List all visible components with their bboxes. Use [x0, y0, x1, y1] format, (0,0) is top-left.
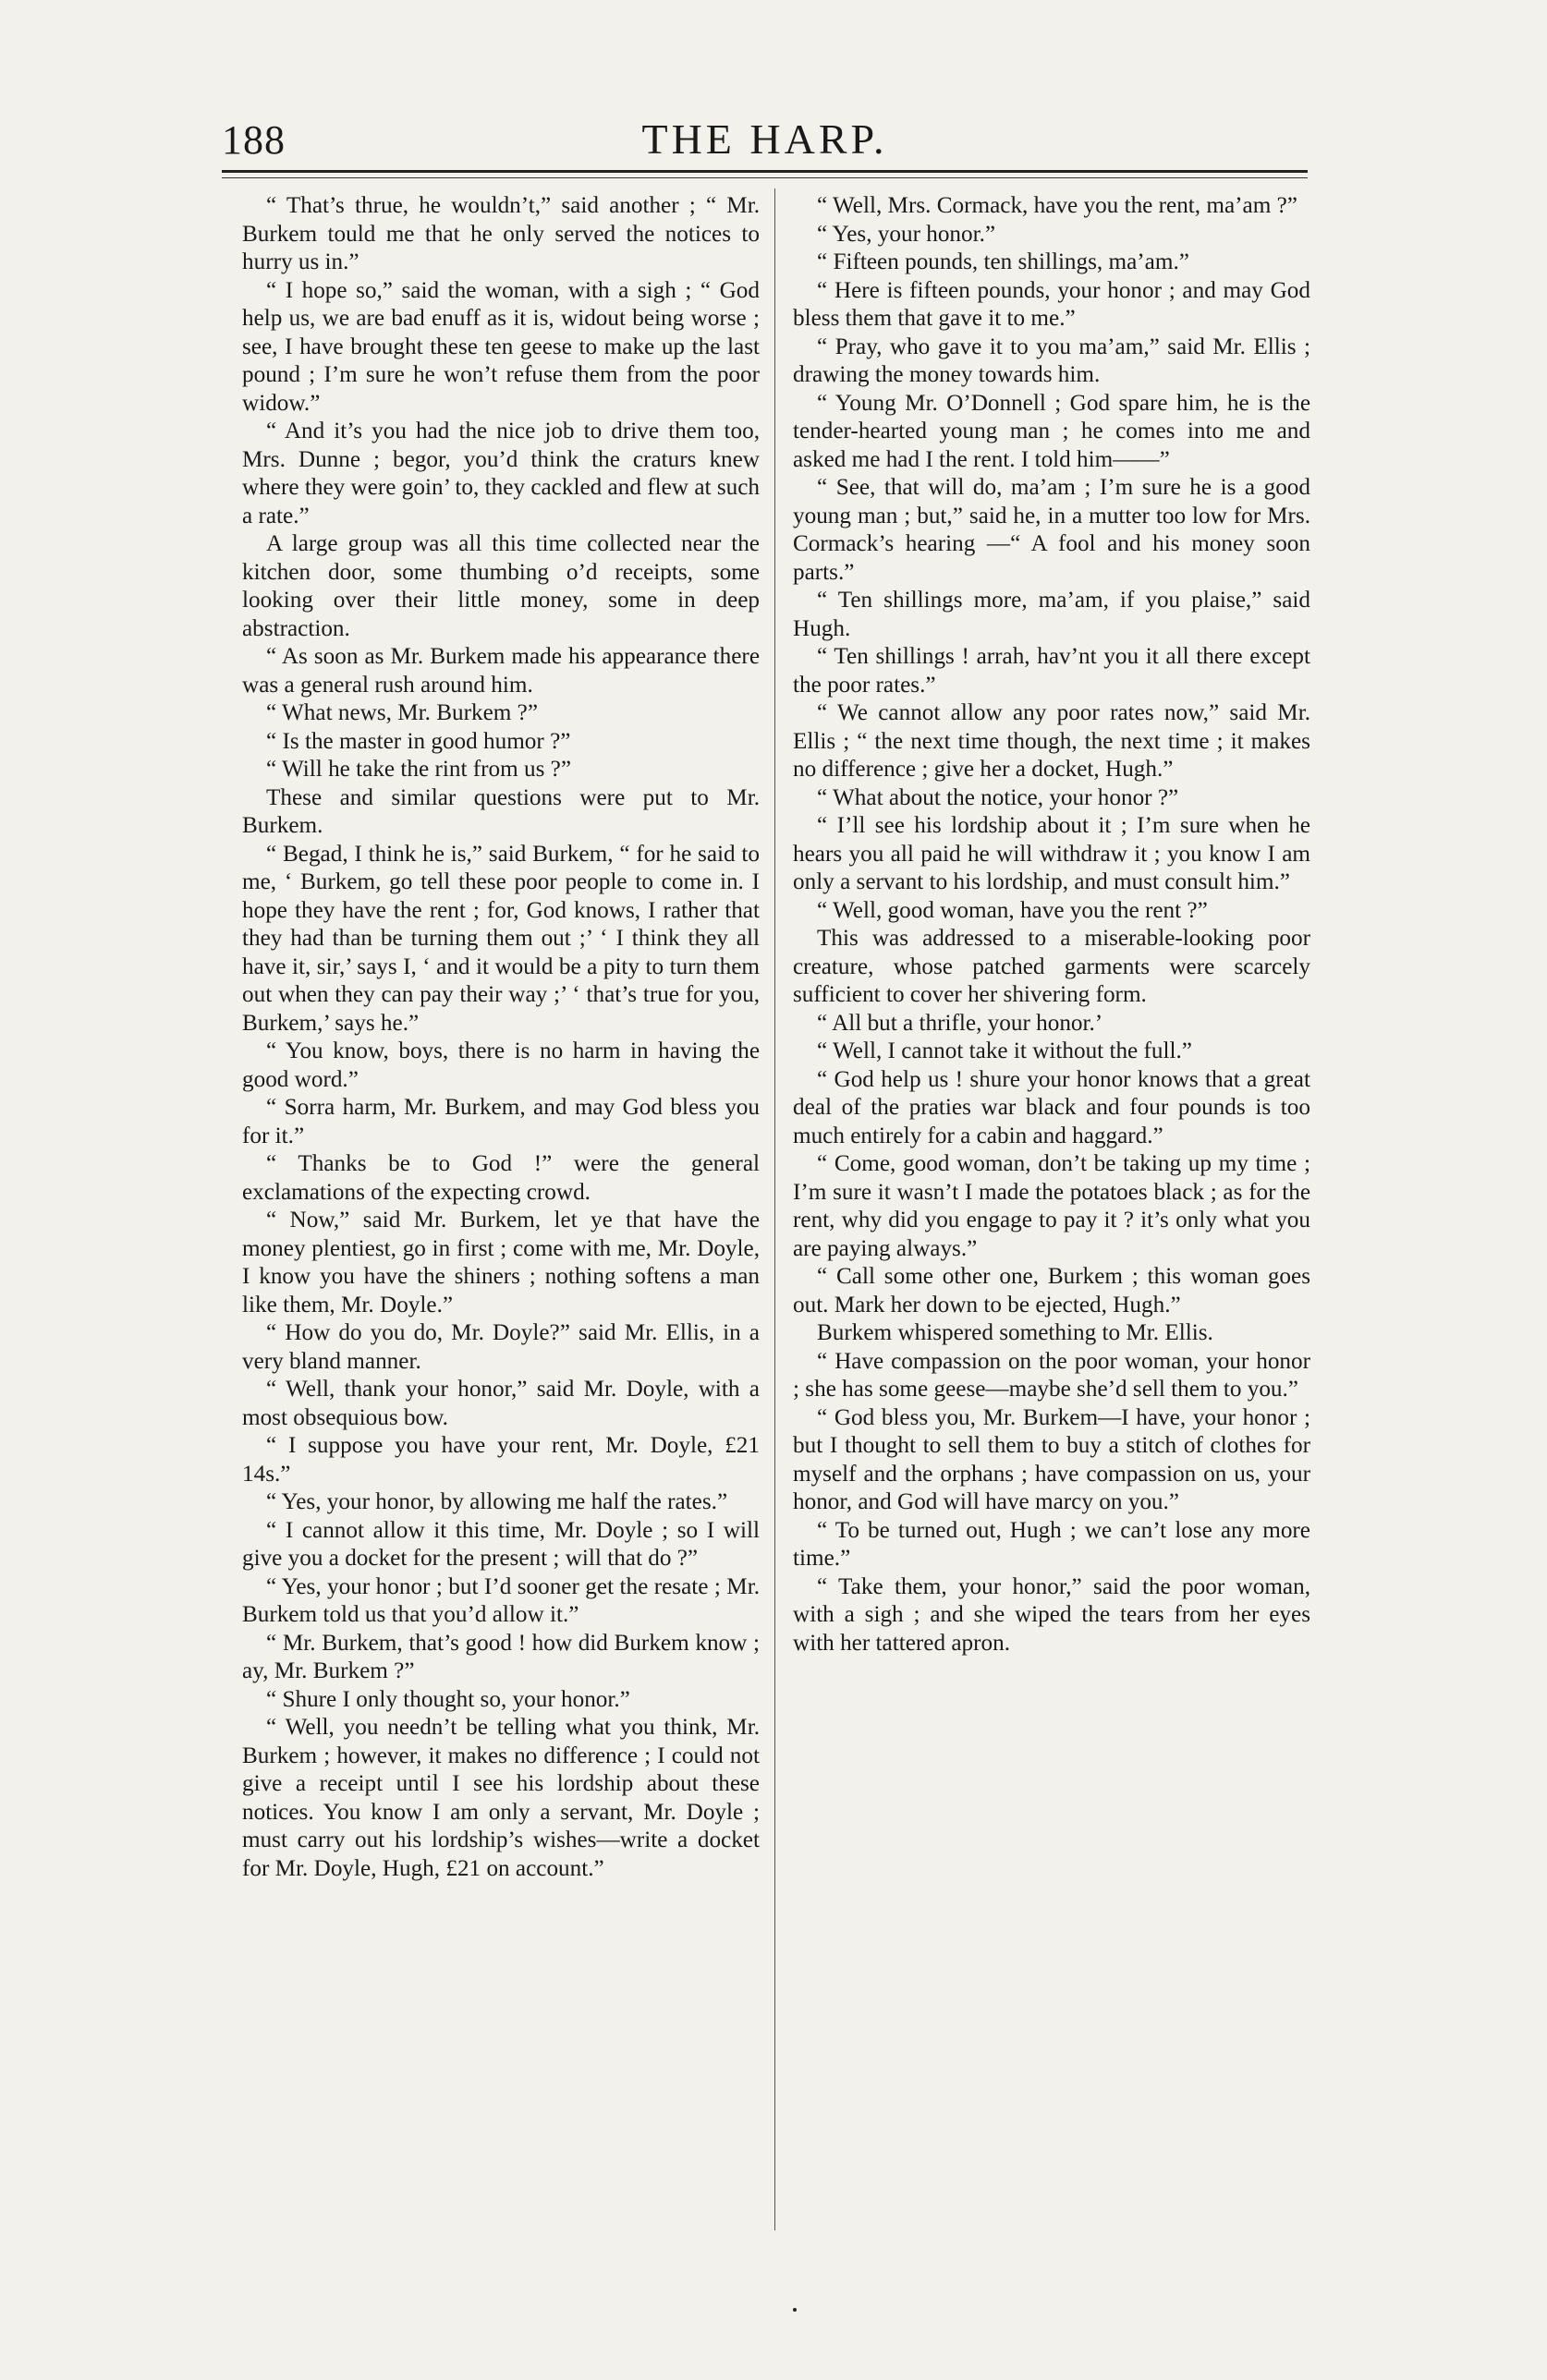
paragraph: “ That’s thrue, he wouldn’t,” said another ; “ Mr. Burkem tould me that he only served the notices to hurry us in.” — [242, 193, 760, 274]
paragraph: “ Thanks be to God !” were the general exclamations of the expecting crowd. — [242, 1151, 760, 1205]
paragraph: “ Fifteen pounds, ten shillings, ma’am.” — [817, 249, 1189, 274]
paragraph: “ God bless you, Mr. Burkem—I have, your honor ; but I thought to sell them to buy a stitch of clothes for myself and the orphans ; have compassion on us, your honor, and God will have marcy on you.” — [793, 1404, 1310, 1514]
paragraph: “ Will he take the rint from us ?” — [266, 757, 572, 782]
paragraph: “ See, that will do, ma’am ; I’m sure he is a good young man ; but,” said he, in a mutter too low for Mrs. Cormack’s hearing —“ A fool and his money soon parts.” — [793, 475, 1310, 585]
page-header — [222, 109, 1308, 164]
paragraph: “ Well, you needn’t be telling what you think, Mr. Burkem ; however, it makes no difference ; I could not give a receipt until I see his lordship about these notices. You know I am only a servant, Mr. Doyle ; must carry out his lordship’s wishes—write a docket for Mr. Doyle, Hugh, £21 on account.” — [242, 1715, 760, 1881]
paragraph: “ Shure I only thought so, your honor.” — [266, 1686, 630, 1712]
paragraph: “ How do you do, Mr. Doyle?” said Mr. Ellis, in a very bland manner. — [242, 1320, 760, 1374]
header-rule-thick — [222, 170, 1308, 173]
paragraph: “ All but a thrifle, your honor.’ — [817, 1010, 1103, 1036]
paragraph: “ Take them, your honor,” said the poor woman, with a sigh ; and she wiped the tears from her eyes with her tattered apron. — [793, 1573, 1310, 1656]
paragraph: “ Well, Mrs. Cormack, have you the rent, ma’am ?” — [817, 193, 1297, 218]
paragraph: “ I cannot allow it this time, Mr. Doyle ; so I will give you a docket for the present ; will that do ?” — [242, 1517, 760, 1571]
paragraph: “ Here is fifteen pounds, your honor ; and may God bless them that gave it to me.” — [793, 277, 1310, 331]
paragraph: “ As soon as Mr. Burkem made his appearance there was a general rush around him. — [242, 644, 760, 698]
paragraph: “ To be turned out, Hugh ; we can’t lose any more time.” — [793, 1517, 1310, 1571]
paragraph: “ And it’s you had the nice job to drive them too, Mrs. Dunne ; begor, you’d think the craturs knew where they were goin’ to, they cackled and flew at such a rate.” — [242, 419, 760, 528]
page-number: 188 — [222, 117, 286, 163]
paragraph: “ Young Mr. O’Donnell ; God spare him, he is the tender-hearted young man ; he comes into me and asked me had I the rent. I told him——” — [793, 390, 1310, 472]
paragraph: “ God help us ! shure your honor knows that a great deal of the praties war black and four pounds is too much entirely for a cabin and haggard.” — [793, 1066, 1310, 1148]
paragraph: “ Yes, your honor ; but I’d sooner get the resate ; Mr. Burkem told us that you’d allow it.” — [242, 1573, 760, 1627]
paragraph: “ Yes, your honor.” — [817, 221, 996, 247]
header-rule-thin — [222, 177, 1308, 178]
paragraph: “ Begad, I think he is,” said Burkem, “ for he said to me, ‘ Burkem, go tell these poor people to come in. I hope they have the rent ; for, God knows, I rather that they had than be turning them out ;’ ‘ I think they all have it, sir,’ says I, ‘ and it would be a pity to turn them out when they can pay their way ;’ ‘ that’s true for you, Burkem,’ says he.” — [242, 841, 760, 1036]
paragraph: A large group was all this time collected near the kitchen door, some thumbing o’d receipts, some looking over their little money, some in deep abstraction. — [242, 531, 760, 641]
column-divider — [774, 188, 775, 2230]
paragraph: Burkem whispered something to Mr. Ellis. — [817, 1320, 1213, 1345]
paragraph: “ What news, Mr. Burkem ?” — [266, 700, 539, 725]
paragraph: “ Pray, who gave it to you ma’am,” said Mr. Ellis ; drawing the money towards him. — [793, 334, 1310, 387]
paragraph: “ I’ll see his lordship about it ; I’m sure when he hears you all paid he will withdraw it ; you know I am only a servant to his lordship, and must consult him.” — [793, 813, 1310, 894]
paragraph: “ Ten shillings ! arrah, hav’nt you it all there except the poor rates.” — [793, 644, 1310, 698]
running-title: THE HARP. — [641, 115, 888, 163]
paragraph: “ Now,” said Mr. Burkem, let ye that have the money plentiest, go in first ; come with me, Mr. Doyle, I know you have the shiners ; nothing softens a man like them, Mr. Doyle.” — [242, 1208, 760, 1318]
paragraph: “ Well, I cannot take it without the full.” — [817, 1038, 1192, 1063]
paragraph: “ Have compassion on the poor woman, your honor ; she has some geese—maybe she’d sell them to you.” — [793, 1348, 1310, 1402]
paragraph: “ Yes, your honor, by allowing me half the rates.” — [266, 1489, 728, 1514]
paragraph: “ Come, good woman, don’t be taking up my time ; I’m sure it wasn’t I made the potatoes black ; as for the rent, why did you engage to pay it ? it’s only what you are paying always.” — [793, 1151, 1310, 1261]
paragraph: “ Sorra harm, Mr. Burkem, and may God bless you for it.” — [242, 1095, 760, 1148]
paragraph: “ I hope so,” said the woman, with a sigh ; “ God help us, we are bad enuff as it is, widout being worse ; see, I have brought these ten geese to make up the last pound ; I’m sure he won’t refuse them from the poor widow.” — [242, 277, 760, 416]
paragraph: “ Call some other one, Burkem ; this woman goes out. Mark her down to be ejected, Hugh.” — [793, 1264, 1310, 1318]
paragraph: “ What about the notice, your honor ?” — [817, 784, 1179, 810]
paragraph: “ I suppose you have your rent, Mr. Doyle, £21 14s.” — [242, 1433, 760, 1487]
paragraph: “ Well, good woman, have you the rent ?” — [817, 897, 1208, 923]
left-column — [242, 192, 760, 1883]
paragraph: “ Is the master in good humor ?” — [266, 728, 571, 754]
paragraph: “ We cannot allow any poor rates now,” said Mr. Ellis ; “ the next time though, the next time ; it makes no difference ; give her a docket, Hugh.” — [793, 700, 1310, 782]
paragraph: These and similar questions were put to Mr. Burkem. — [242, 784, 760, 838]
paragraph: “ Well, thank your honor,” said Mr. Doyle, with a most obsequious bow. — [242, 1377, 760, 1430]
paragraph: “ Mr. Burkem, that’s good ! how did Burkem know ; ay, Mr. Burkem ?” — [242, 1630, 760, 1683]
ink-speck — [793, 2308, 797, 2312]
paragraph: “ Ten shillings more, ma’am, if you plaise,” said Hugh. — [793, 588, 1310, 641]
paragraph: “ You know, boys, there is no harm in having the good word.” — [242, 1038, 760, 1092]
right-column — [793, 192, 1310, 1658]
paragraph: This was addressed to a miserable-looking poor creature, whose patched garments were scarcely sufficient to cover her shivering form. — [793, 926, 1310, 1007]
